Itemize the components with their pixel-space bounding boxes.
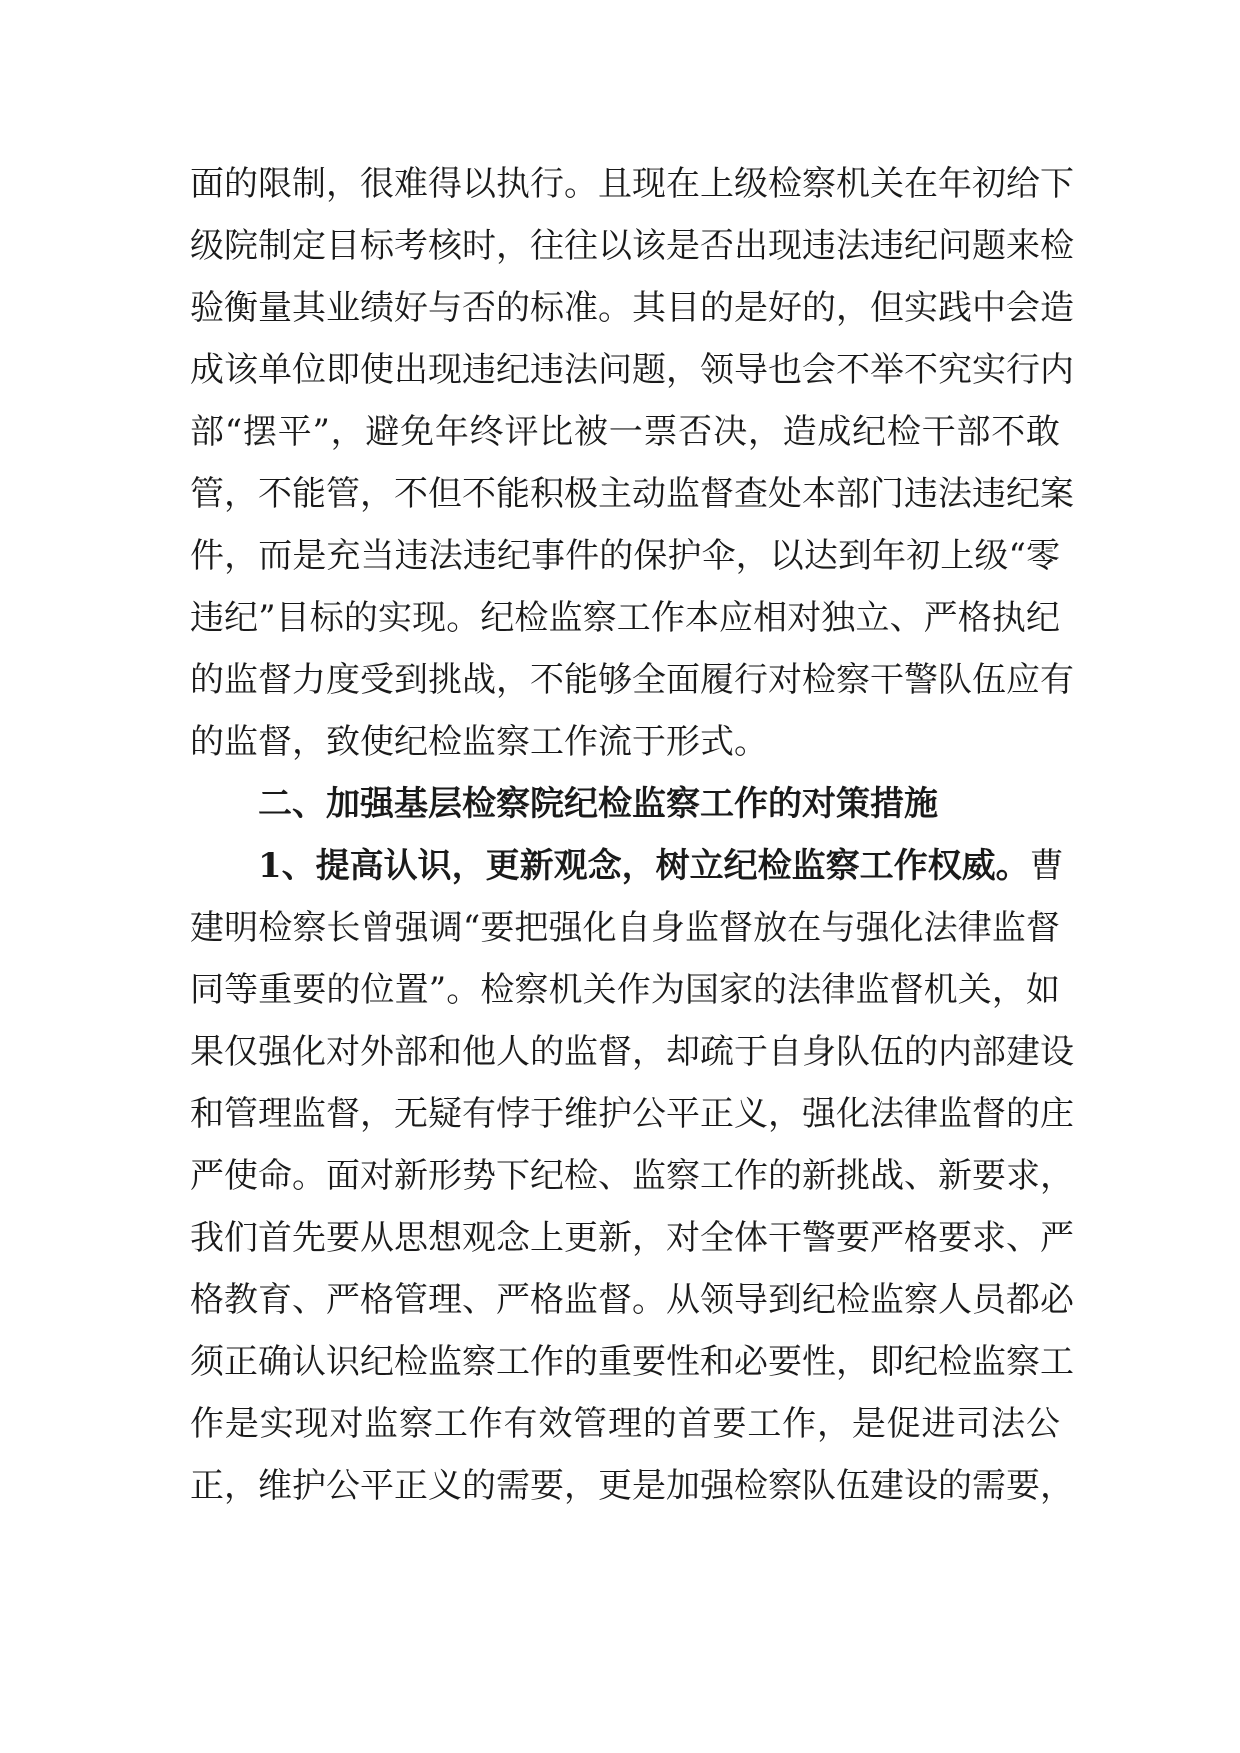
text-line: 须正确认识纪检监察工作的重要性和必要性，即纪检监察工 — [190, 1342, 1074, 1382]
text-line: 管，不能管，不但不能积极主动监督查处本部门违法违纪案 — [190, 474, 1074, 514]
text-line: 验衡量其业绩好与否的标准。其目的是好的，但实践中会造 — [190, 288, 1074, 328]
line-tail: 曹 — [1029, 846, 1064, 886]
text-line: 级院制定目标考核时，往往以该是否出现违法违纪问题来检 — [190, 226, 1074, 266]
text-line: 部“摆平”，避免年终评比被一票否决，造成纪检干部不敢 — [190, 412, 1060, 452]
text-line: 和管理监督，无疑有悖于维护公平正义，强化法律监督的庄 — [190, 1094, 1074, 1134]
text-line: 同等重要的位置”。检察机关作为国家的法律监督机关，如 — [190, 970, 1060, 1010]
section-heading: 二、加强基层检察院纪检监察工作的对策措施 — [258, 784, 938, 824]
subsection-title: 1、提高认识，更新观念，树立纪检监察工作权威。 — [258, 846, 1030, 886]
text-line: 正，维护公平正义的需要，更是加强检察队伍建设的需要， — [190, 1466, 1074, 1506]
text-line: 果仅强化对外部和他人的监督，却疏于自身队伍的内部建设 — [190, 1032, 1074, 1072]
text-line: 格教育、严格管理、严格监督。从领导到纪检监察人员都必 — [190, 1280, 1074, 1320]
text-line: 成该单位即使出现违纪违法问题，领导也会不举不究实行内 — [190, 350, 1074, 390]
text-line-first — [190, 835, 1064, 897]
text-line: 建明检察长曾强调“要把强化自身监督放在与强化法律监督 — [190, 908, 1060, 948]
paragraph-2 — [190, 835, 1074, 1517]
text-line: 面的限制，很难得以执行。且现在上级检察机关在年初给下 — [190, 164, 1074, 204]
text-line: 严使命。面对新形势下纪检、监察工作的新挑战、新要求， — [190, 1156, 1074, 1196]
text-line: 的监督，致使纪检监察工作流于形式。 — [190, 722, 768, 762]
text-line: 我们首先要从思想观念上更新，对全体干警要严格要求、严 — [190, 1218, 1074, 1258]
text-line: 作是实现对监察工作有效管理的首要工作，是促进司法公 — [190, 1404, 1060, 1444]
text-line: 件，而是充当违法违纪事件的保护伞，以达到年初上级“零 — [190, 536, 1060, 576]
paragraph-1 — [190, 153, 1074, 773]
text-line: 的监督力度受到挑战，不能够全面履行对检察干警队伍应有 — [190, 660, 1074, 700]
text-line: 违纪”目标的实现。纪检监察工作本应相对独立、严格执纪 — [190, 598, 1060, 638]
document-body — [190, 153, 1074, 1517]
